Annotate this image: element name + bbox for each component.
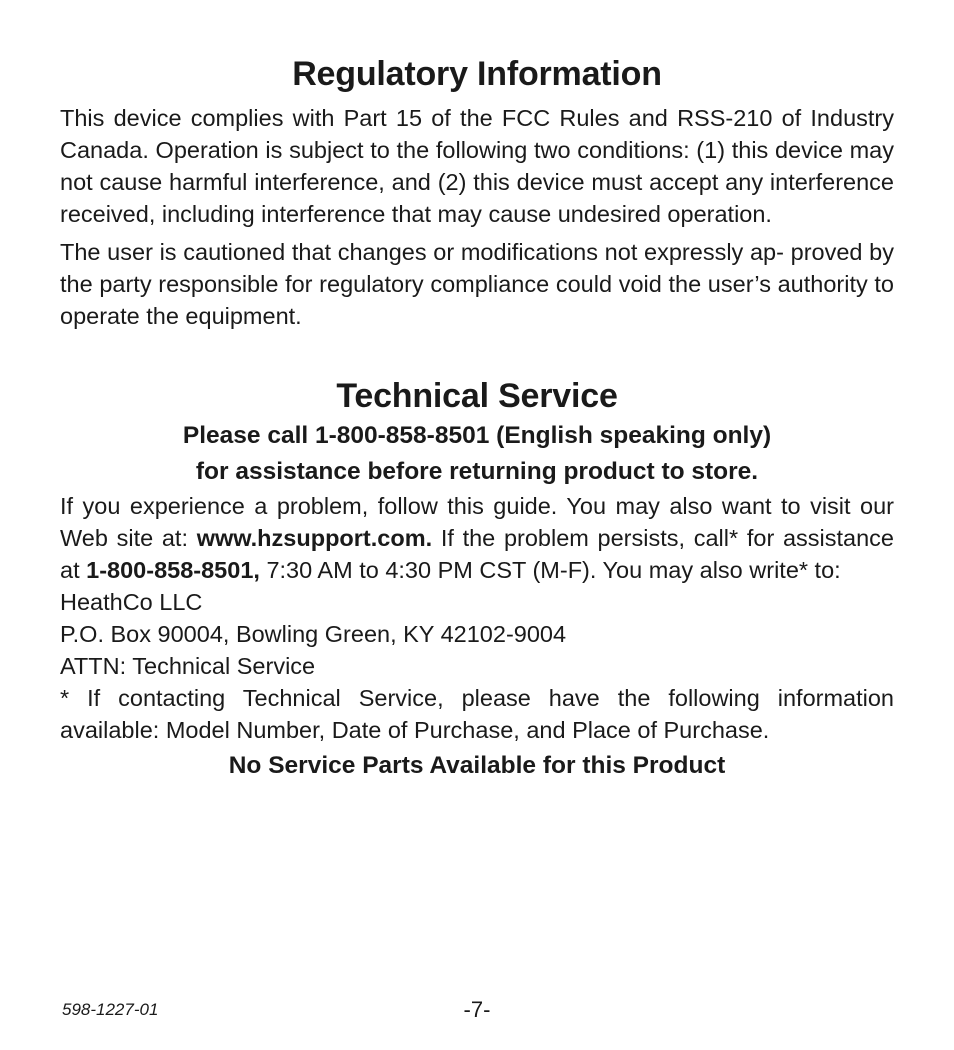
document-page <box>60 52 894 784</box>
regulatory-heading: Regulatory Information <box>292 55 662 93</box>
technical-service-heading: Technical Service <box>336 377 618 415</box>
address-line-3: ATTN: Technical Service <box>60 653 316 679</box>
service-intro-text-a: If you experience a problem, follow this guide. You may also want to visit our Web site at: <box>60 493 894 551</box>
regulatory-paragraph-1: This device complies with Part 15 of the FCC Rules and RSS-210 of Industry Canada. Operation is subject to the following two conditions: (1) this device may not cause harmful interference, and (2) this device must accept any interference received, including interference that may cause undesired operation. <box>60 105 894 227</box>
service-intro-text-b: If the problem persists, call* for assistance at <box>60 525 894 583</box>
phone-number: 1-800-858-8501, <box>86 557 260 583</box>
call-line-1: Please call 1-800-858-8501 (English speaking only) <box>182 422 772 449</box>
page-number: -7- <box>463 997 491 1022</box>
no-service-parts-notice: No Service Parts Available for this Product <box>228 752 726 779</box>
regulatory-paragraph-2: The user is cautioned that changes or modifications not expressly ap- proved by the party responsible for regulatory compliance could void the user’s authority to operate the equipment. <box>60 239 894 329</box>
call-line-2: for assistance before returning product to store. <box>195 458 759 485</box>
service-intro-text-c: 7:30 AM to 4:30 PM CST (M-F). You may also write* to: <box>259 557 841 583</box>
document-code: 598-1227-01 <box>62 1000 159 1019</box>
address-line-1: HeathCo LLC <box>60 589 203 615</box>
service-note: * If contacting Technical Service, please have the following information available: Model Number, Date of Purchase, and Place of Purchase. <box>60 685 894 743</box>
service-intro-paragraph <box>60 490 894 586</box>
website-link[interactable]: www.hzsupport.com. <box>196 525 433 551</box>
address-line-2: P.O. Box 90004, Bowling Green, KY 42102-9004 <box>60 621 567 647</box>
